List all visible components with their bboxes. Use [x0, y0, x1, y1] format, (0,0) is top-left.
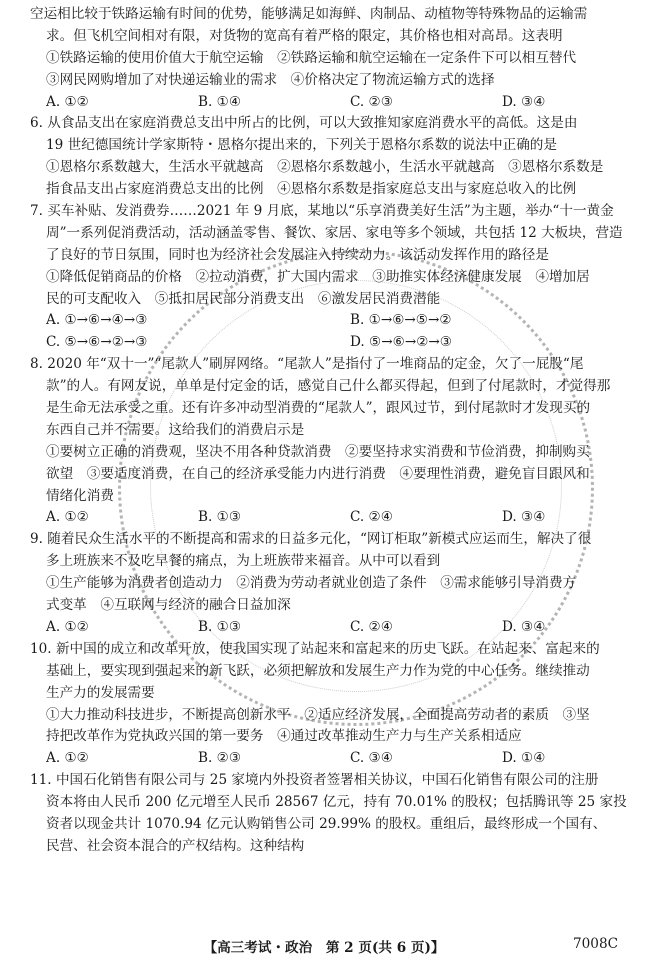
option-line: ③网民网购增加了对快递运输业的需求 ④价格决定了物流运输方式的选择: [46, 71, 495, 88]
text-line: 基础上，要实现到强起来的新飞跃，必须把解放和发展生产力作为党的中心任务。继续推动: [46, 662, 590, 679]
answer-option-d: D. ⑤→⑥→②→③: [350, 334, 452, 351]
option-line: 指食品支出占家庭消费总支出的比例 ④恩格尔系数是指家庭总支出与家庭总收入的比例: [46, 181, 577, 198]
answer-option-a: A. ①②: [46, 93, 89, 110]
text-line: 款”的人。有网友说，单单是付定金的话，感觉自己什么都买得起，但到了付尾款时，才觉得那: [46, 378, 611, 395]
text-line: 求。但飞机空间相对有限，对货物的宽高有着严格的限定，其价格也相对高昂。这表明: [46, 27, 563, 44]
text-line: 多上班族来不及吃早餐的痛点，为上班族带来福音。从中可以看到: [46, 553, 441, 570]
answer-options: [30, 507, 638, 529]
answer-option-b: B. ①③: [198, 618, 242, 635]
answer-option-d: D. ①④: [502, 750, 546, 767]
answer-option-d: D. ③④: [502, 618, 546, 635]
question-9-stem: 9. 随着民众生活水平的不断提高和需求的日益多元化，“网订柜取”新模式应运而生，解决了很: [30, 531, 592, 548]
text-line: 民营、社会资本混合的产权结构。这种结构: [46, 837, 305, 854]
answer-options: [30, 92, 638, 114]
answer-option-a: A. ①→⑥→④→③: [46, 312, 148, 329]
answer-options: [30, 748, 638, 770]
answer-option-a: A. ①②: [46, 750, 89, 767]
option-line: ①降低促销商品的价格 ②拉动消费，扩大国内需求 ③助推实体经济健康发展 ④增加居: [46, 268, 590, 285]
text-line: 了良好的节日氛围，同时也为经济社会发展注入持续动力。该活动发挥作用的路径是: [46, 246, 549, 263]
answer-options: [30, 310, 638, 332]
answer-option-c: C. ②④: [350, 618, 393, 635]
text-line: 周”一系列促消费活动，活动涵盖零售、餐饮、家居、家电等多个领域，共包括 12 大板块，营造: [46, 224, 623, 241]
answer-option-a: A. ①②: [46, 509, 89, 526]
answer-option-c: C. ③④: [350, 750, 393, 767]
option-line: 持把改革作为党执政兴国的第一要务 ④通过改革推动生产力与生产关系相适应: [46, 728, 522, 745]
answer-option-c: C. ⑤→⑥→②→③: [46, 334, 148, 351]
footer-page-info: 【高三考试・政治 第 2 页(共 6 页)】: [203, 940, 445, 956]
text-line: 东西自己并不需要。这给我们的消费启示是: [46, 421, 305, 438]
answer-options: [30, 617, 638, 639]
answer-option-b: B. ①③: [198, 509, 242, 526]
answer-option-b: B. ①→⑥→⑤→②: [350, 312, 452, 329]
answer-option-c: C. ②④: [350, 509, 393, 526]
question-6-stem: 6. 从食品支出在家庭消费总支出中所占的比例，可以大致推知家庭消费水平的高低。这是由: [30, 115, 578, 132]
question-11-stem: 11. 中国石化销售有限公司与 25 家境内外投资者签署相关协议，中国石化销售有限公司的注册: [30, 772, 599, 789]
answer-option-d: D. ③④: [502, 509, 546, 526]
question-10-stem: 10. 新中国的成立和改革开放，使我国实现了站起来和富起来的历史飞跃。在站起来、富起来的: [30, 640, 600, 657]
option-line: ①生产能够为消费者创造动力 ②消费为劳动者就业创造了条件 ③需求能够引导消费方: [46, 575, 577, 592]
option-line: 民的可支配收入 ⑤抵扣居民部分消费支出 ⑥激发居民消费潜能: [46, 290, 441, 307]
answer-options: [30, 332, 638, 354]
page-content: [30, 4, 638, 858]
option-line: 情绪化消费: [46, 487, 114, 504]
text-line: 资本将由人民币 200 亿元增至人民币 28567 亿元，持有 70.01% 的股权；包括腾讯等 25 家投: [46, 794, 627, 811]
option-line: 欲望 ③要适度消费，在自己的经济承受能力内进行消费 ④要理性消费，避免盲目跟风和: [46, 465, 590, 482]
text-line: 生产力的发展需要: [46, 684, 155, 701]
footer-exam-code: 7008C: [573, 936, 618, 952]
question-7-stem: 7. 买车补贴、发消费券……2021 年 9 月底，某地以“乐享消费美好生活”为主题，举办“十一黄金: [30, 203, 614, 220]
option-line: ①铁路运输的使用价值大于航空运输 ②铁路运输和航空运输在一定条件下可以相互替代: [46, 49, 577, 66]
answer-option-a: A. ①②: [46, 618, 89, 635]
page-footer: [0, 928, 648, 968]
answer-option-b: B. ②③: [198, 750, 242, 767]
question-8-stem: 8. 2020 年“双十一”“尾款人”刷屏网络。“尾款人”是指付了一堆商品的定金，欠了一屁股“尾: [30, 356, 584, 373]
text-line: 空运相比较于铁路运输有时间的优势，能够满足如海鲜、肉制品、动植物等特殊物品的运输需: [30, 6, 588, 22]
option-line: ①大力推动科技进步，不断提高创新水平 ②适应经济发展，全面提高劳动者的素质 ③坚: [46, 706, 590, 723]
text-line: 是生命无法承受之重。还有许多冲动型消费的“尾款人”，跟风过节，到付尾款时才发现买的: [46, 400, 591, 417]
answer-option-d: D. ③④: [502, 93, 546, 110]
option-line: ①要树立正确的消费观，坚决不用各种贷款消费 ②要坚持求实消费和节俭消费，抑制购买: [46, 443, 590, 460]
answer-option-b: B. ①④: [198, 93, 242, 110]
text-line: 19 世纪德国统计学家斯特・恩格尔提出来的，下列关于恩格尔系数的说法中正确的是: [46, 137, 557, 154]
option-line: ①恩格尔系数越大，生活水平就越高 ②恩格尔系数越小，生活水平就越高 ③恩格尔系数是: [46, 159, 604, 176]
text-line: 资者以现金共计 1070.94 亿元认购销售公司 29.99% 的股权。重组后，最终形成一个国有、: [46, 815, 607, 832]
option-line: 式变革 ④互联网与经济的融合日益加深: [46, 597, 291, 614]
answer-option-c: C. ②③: [350, 93, 393, 110]
